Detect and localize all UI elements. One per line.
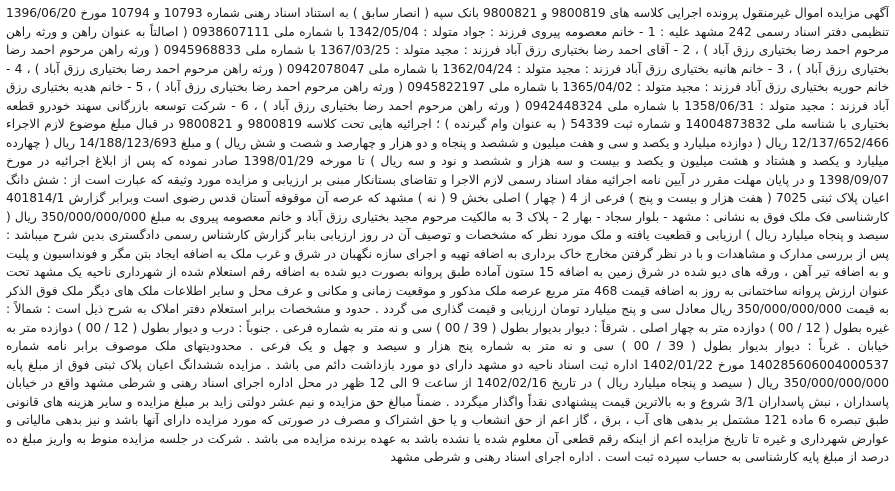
auction-notice-text: آگهی مزایده اموال غیرمنقول پرونده اجرایی کلاسه های 9800819 و 9800821 بانک سپه ( انصار سابق ) به استناد اسناد رهنی شماره 10793 و 10794 مورخ 1396/06/20 تنظیمی دفتر اسناد رسمی 242 مشهد علیه : 1 - خانم معصومه پیروی فرزند : جواد متولد : 1342/05/04 با شماره ملی 0938607111 ( اصالتاً به عنوان راهن و ورثه راهن مرحوم احمد رضا بختیاری رزق آباد ) ، 2 - آقای احمد رضا بختیاری رزق آباد فرزند : مجید متولد : 1367/03/25 با شماره ملی 0945968833 ( ورثه راهن مرحوم احمد رضا بختیاری رزق آباد ) ، 3 - خانم هانیه بختیاری رزق آباد فرزند : مجید متولد : 1362/04/24 با شماره ملی 0942078047 ( ورثه راهن مرحوم احمد رضا بختیاری رزق آباد ) ، 4 - خانم حوریه بختیاری رزق آباد فرزند : مجید متولد : 1365/04/02 با شماره ملی 0945822197 ( ورثه راهن مرحوم احمد رضا بختیاری رزق آباد ) ، 5 - خانم هدیه بختیاری رزق آباد فرزند : مجید متولد : 1358/06/31 با شماره ملی 0942448324 ( ورثه راهن مرحوم احمد رضا بختیاری رزق آباد ) ، 6 - شرکت توسعه بازرگانی سهند خودرو قطعه بختیاری با شناسه ملی 14004873832 و شماره ثبت 54339 ( به عنوان وام گیرنده ) ؛ اجرائیه هایی تحت کلاسه 9800819 و 9800821 در قبال مبلغ موضوع لازم الاجراء 12/137/652/466 ریال ( دوازده میلیارد و یکصد و سی و هفت میلیون و ششصد و پنجاه و دو هزار و چهارصد و شصت و شش ریال ) و مبلغ 14/188/123/693 ریال ( چهارده میلیارد و یکصد و هشتاد و هشت میلیون و یکصد و بیست و سه هزار و ششصد و نود و سه ریال ) تا مورخه 1398/01/29 صادر نموده که پس از ابلاغ اجرائیه در مورخ 1398/09/07 و در پایان مهلت مقرر در آیین نامه اجرائیه مفاد اسناد رسمی لازم الاجرا و تقاضای بستانکار مبنی بر ارزیابی و مزایده مورد وثیقه که عبارت است از : شش دانگ اعیان پلاک ثبتی 7025 ( هفت هزار و بیست و پنج ) فرعی از 4 ( چهار ) اصلی بخش 9 ( نه ) مشهد که عرصه آن موقوفه آستان قدس رضوی است وبرابر گزارش 401814/1 کارشناسی فک ملک فوق به نشانی : مشهد - بلوار سجاد - بهار 2 - پلاک 3 به مالکیت مرحوم مجید بختیاری رزق آباد و خانم معصومه پیروی به مبلغ 350/000/000/000 ریال ( سیصد و پنجاه میلیارد ریال ) ارزیابی و قطعیت یافته و ملک مورد نظر که مشخصات و توصیف آن در روز ارزیابی بنابر گزارش کارشناس رسمی دادگستری بدین شرح میباشد : پس از بررسی مدارک و مشاهدات و با در نظر گرفتن مخارج خاک برداری به اضافه تهیه و اجرای سازه نگهبان در شرق و غرب ملک به اضافه ایجاد بتن مگر و فونداسیون و پلیت و به اضافه تیر آهن ، ورقه های دیو شده در شرق زمین به اضافه 15 ستون آماده طبق پروانه بصورت دیو شده به اضافه رقم استعلام شده از شهرداری ناحیه یک مشهد تحت عنوان ارزش پروانه ساختمانی به روز به اضافه قیمت 468 متر مربع عرصه ملک مذکور و موقعیت زمانی و مکانی و عرف محل و سایر اطلاعات ملک های دیگر ملک فوق الذکر به قیمت 350/000/000/000 ریال معادل سی و پنج میلیارد تومان ارزیابی و قیمت گذاری می گردد . حدود و مشخصات برابر استعلام دفتر املاک به شرح ذیل است : شمالاً : غیره بطول ( 12 / 00 ) دوازده متر به چهار اصلی . شرقاً : دیوار بدیوار بطول ( 39 / 00 ) سی و نه متر به شماره فرعی . جنوباً : درب و دیوار بطول ( 12 / 00 ) دوازده متر به خیابان . غرباً : دیوار بدیوار بطول ( 39 / 00 ) سی و نه متر به شماره پنج هزار و سیصد و چهل و یک فرعی . محدودیتهای ملک موصوف برابر نامه شماره 140285606004000537 مورخ 1402/01/22 اداره ثبت اسناد ناحیه دو مشهد دارای دو مورد بازداشت دائم می باشد . مزایده ششدانگ اعیان پلاک ثبتی فوق از مبلغ پایه 350/000/000/000 ریال ( سیصد و پنجاه میلیارد ریال ) در تاریخ 1402/02/16 از ساعت 9 الی 12 ظهر در محل اداره اجرای اسناد رهنی و شرطی مشهد واقع در خیابان پاسداران ، نبش پاسداران 3/1 شروع و به بالاترین قیمت پیشنهادی نقداً واگذار میگردد . ضمناً مبالغ حق مزایده و نیم عشر دولتی زاید بر مبلغ مزایده و سایر هزینه های قانونی طبق تبصره 6 ماده 121 مشتمل بر بدهی های آب ، برق ، گاز اعم از حق انشعاب و یا حق اشتراک و مصرف در صورتی که مورد مزایده دارای آنها باشد و نیز بدهی مالیاتی و عوارض شهرداری و غیره تا تاریخ مزایده اعم از اینکه رقم قطعی آن معلوم شده یا نشده باشد به عهده برنده مزایده می باشد . شرکت در جلسه مزایده منوط به واریز مبلغ ده درصد از مبلغ پایه کارشناسی به حساب سپرده ثبت است . اداره اجرای اسناد رهنی و شرطی مشهد: [6, 6, 889, 464]
